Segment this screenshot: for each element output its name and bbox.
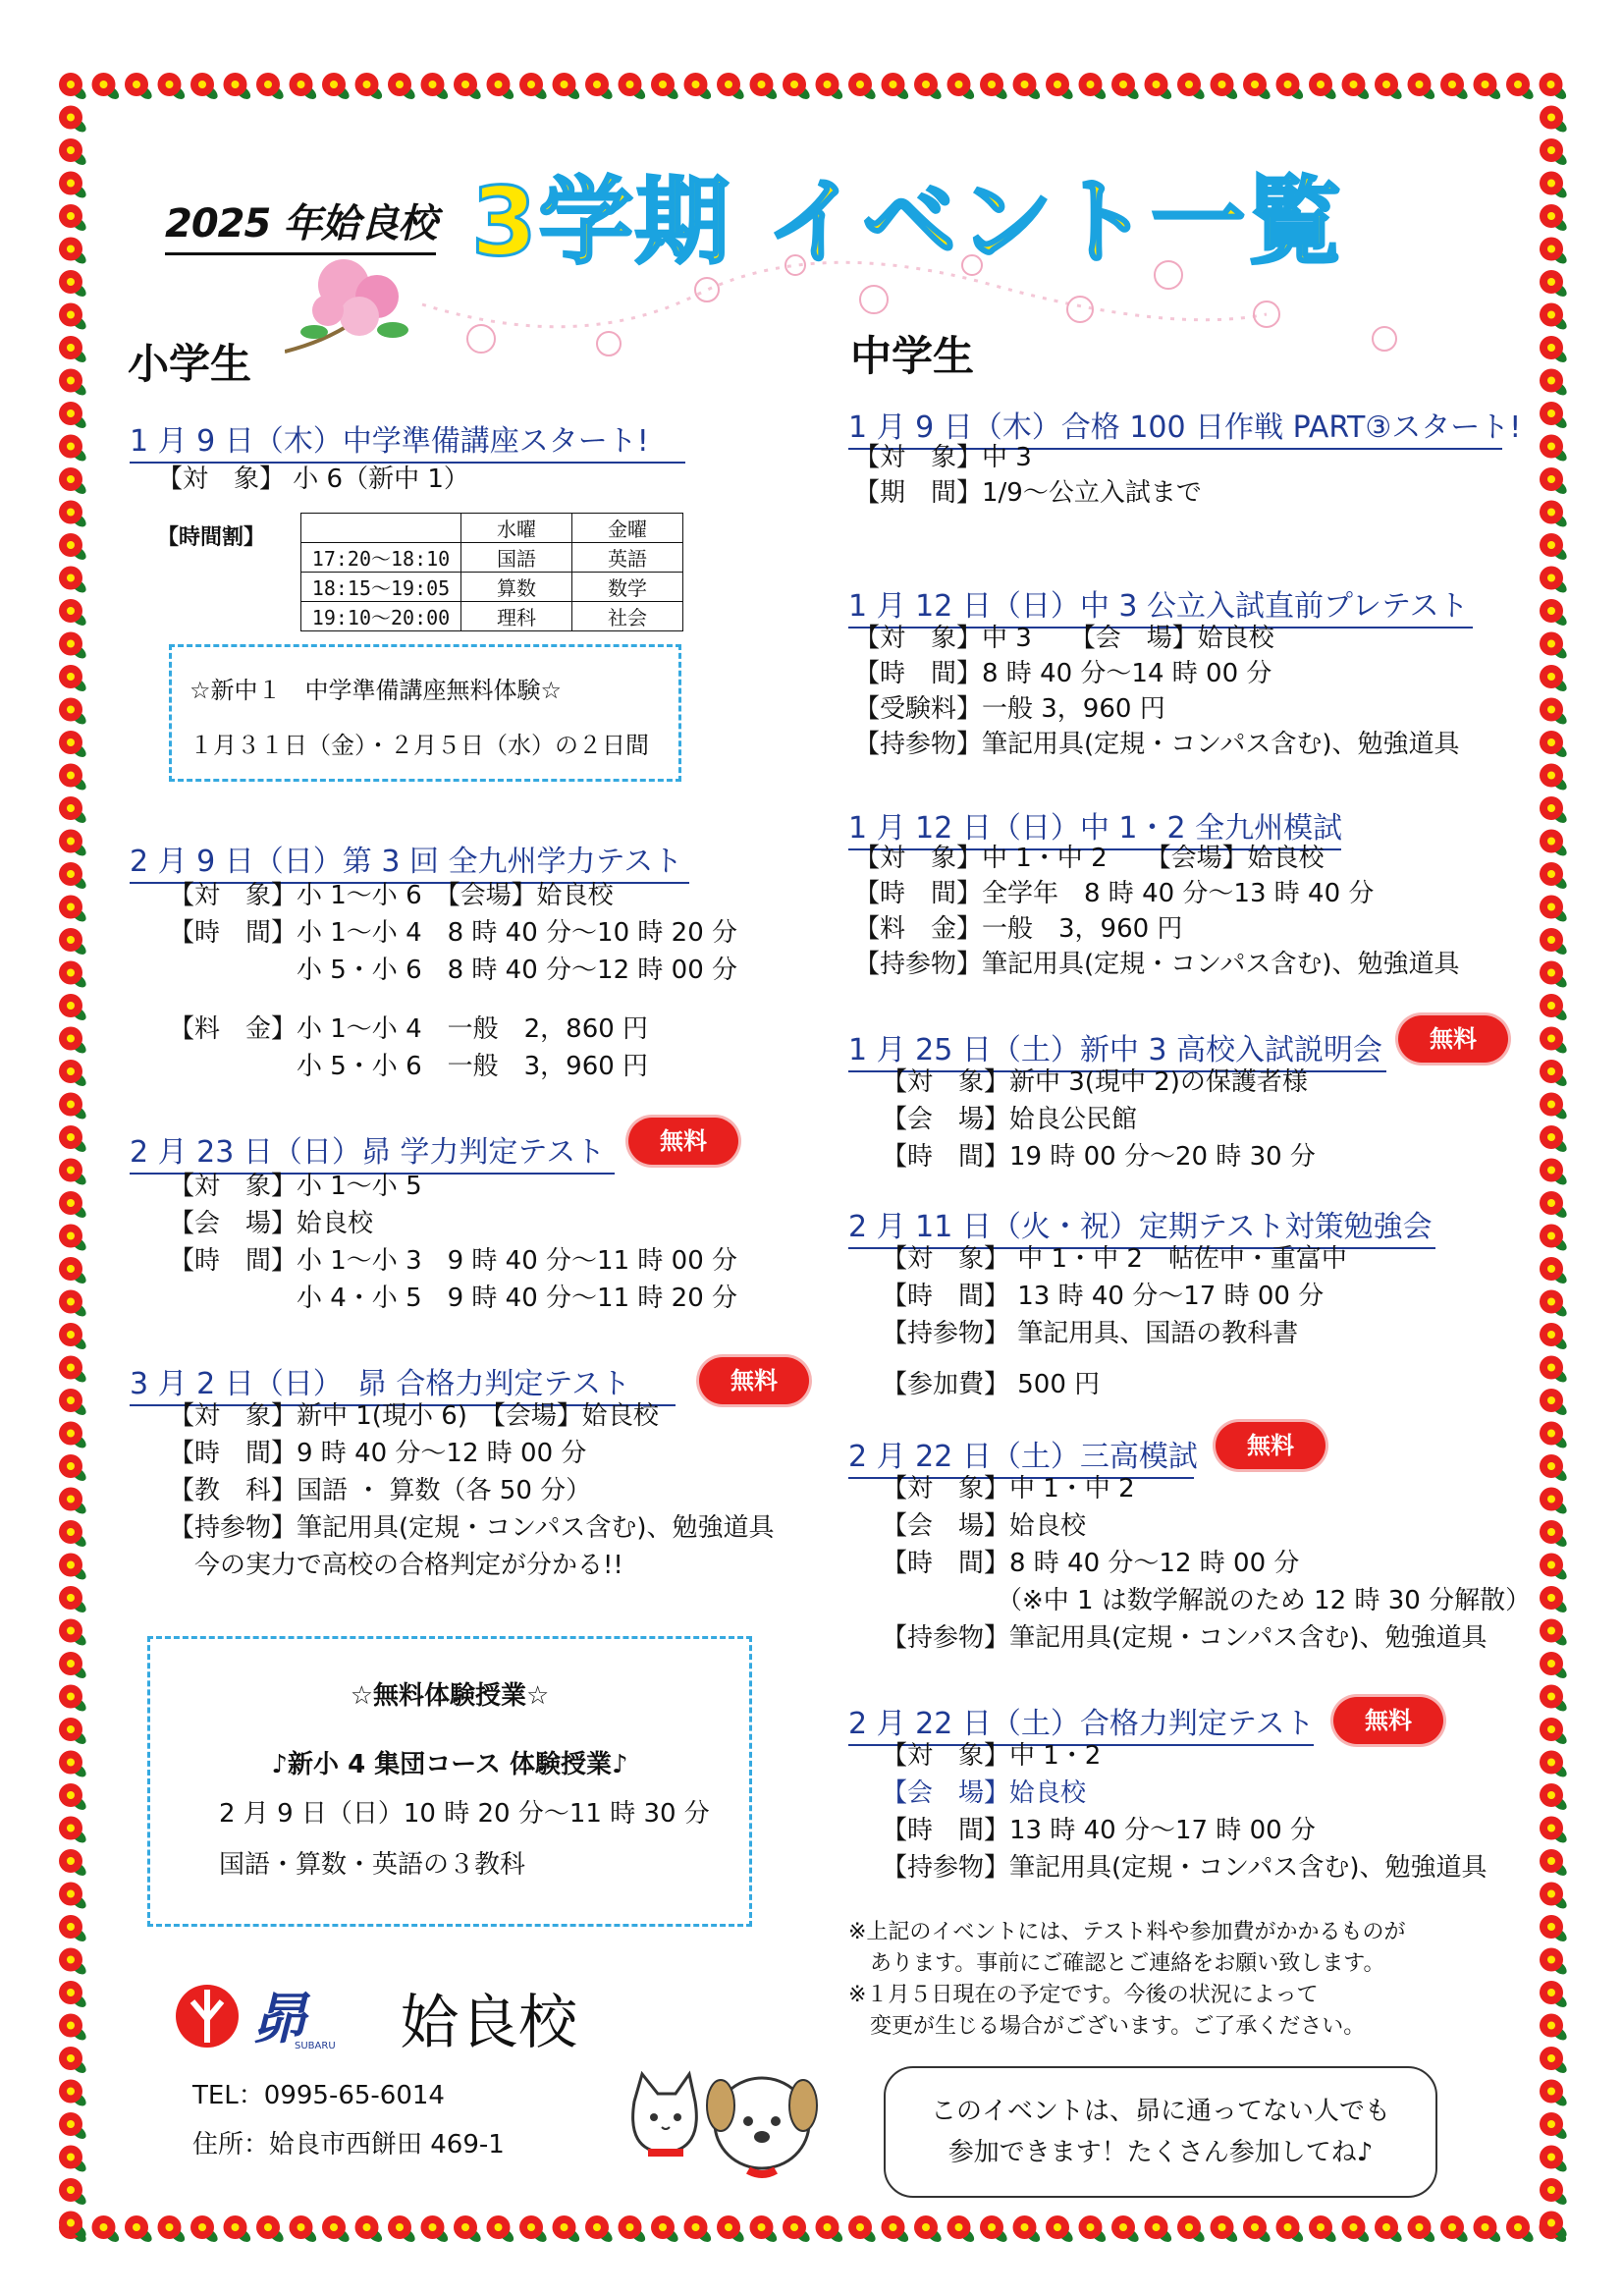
- mascot-cat-dog-icon: [624, 2062, 821, 2190]
- bubble-line-1: このイベントは、昴に通ってない人でも: [930, 2097, 1390, 2126]
- cat-icon: [633, 2074, 697, 2157]
- address-text: 住所：姶良市西餅田 469-1: [192, 2130, 505, 2159]
- timetable-cell: 算数: [461, 573, 572, 602]
- free-trial-subjects: 国語・算数・英語の３教科: [219, 1850, 526, 1880]
- timetable-header-row: [301, 514, 683, 543]
- free-trial-date: 2 月 9 日（日）10 時 20 分〜11 時 30 分: [219, 1799, 710, 1829]
- note-line: 変更が生じる場合がございます。ご了承ください。: [848, 2014, 1366, 2039]
- event-detail-line: 【対 象】中 1・2: [882, 1741, 1102, 1771]
- note-line: ※１月５日現在の予定です。今後の状況によって: [848, 1983, 1319, 2007]
- elementary-heading: 小学生: [128, 340, 252, 388]
- timetable-cell: 国語: [461, 543, 572, 573]
- jh-event-1-title: 1 月 9 日（木）合格 100 日作戦 PART③スタート!: [848, 403, 1502, 450]
- sakura-decoration: [285, 246, 1414, 373]
- timetable-cell: 社会: [572, 602, 683, 631]
- event-detail-line: 小 4・小 5 9 時 40 分〜11 時 20 分: [169, 1284, 737, 1313]
- event-detail-line: 【対 象】小 1〜小 6 【会場】姶良校: [169, 881, 614, 910]
- event-detail-line: 【対 象】中 1・中 2: [882, 1474, 1135, 1503]
- event-detail-line: 【持参物】筆記用具(定規・コンパス含む)、勉強道具: [882, 1853, 1488, 1883]
- prep-trial-line-1: ☆新中１ 中学準備講座無料体験☆: [189, 677, 563, 704]
- jh-event-6-title: 2 月 22 日（土）三高模試: [848, 1432, 1194, 1479]
- event-detail-line: 【時 間】9 時 40 分〜12 時 00 分: [169, 1439, 587, 1468]
- free-trial-box: [147, 1636, 752, 1927]
- timetable-header-cell: 金曜: [572, 514, 683, 543]
- event-detail-line: 【持参物】筆記用具(定規・コンパス含む)、勉強道具: [882, 1623, 1488, 1653]
- event-detail-line: 【時 間】8 時 40 分〜14 時 00 分: [854, 659, 1272, 688]
- junior-high-heading: 中学生: [850, 332, 975, 380]
- event-detail-line: 【持参物】筆記用具(定規・コンパス含む)、勉強道具: [854, 950, 1460, 979]
- event-detail-line: 【参加費】 500 円: [882, 1370, 1101, 1399]
- event-detail-line: 【会 場】姶良公民館: [882, 1105, 1138, 1134]
- event-detail-line: 【対 象】中 1・中 2 【会場】姶良校: [854, 844, 1325, 873]
- event-detail-line: 小 5・小 6 一般 3，960 円: [169, 1052, 649, 1081]
- event-detail-line: 【時 間】小 1〜小 4 8 時 40 分〜10 時 20 分: [169, 918, 737, 948]
- jh-event-3-title: 1 月 12 日（日）中 1・2 全九州模試: [848, 803, 1341, 850]
- timetable-cell: 理科: [461, 602, 572, 631]
- tel-text: TEL：0995-65-6014: [192, 2081, 445, 2110]
- timetable-cell: 数学: [572, 573, 683, 602]
- event-detail-line: 小 5・小 6 8 時 40 分〜12 時 00 分: [169, 956, 737, 985]
- event-detail-line: 【対 象】中 3 【会 場】姶良校: [854, 624, 1274, 653]
- subaru-logo-sub: SUBARU: [295, 2041, 336, 2051]
- timetable: [300, 513, 683, 631]
- timetable-cell: 19:10〜20:00: [301, 602, 461, 631]
- event-detail-line: 【時 間】13 時 40 分〜17 時 00 分: [882, 1816, 1316, 1845]
- event-detail-line: 【期 間】1/9〜公立入試まで: [854, 478, 1202, 508]
- free-trial-title: ☆無料体験授業☆: [350, 1681, 550, 1711]
- note-line: ※上記のイベントには、テスト料や参加費がかかるものが: [848, 1920, 1406, 1944]
- event-detail-line: 【持参物】筆記用具(定規・コンパス含む)、勉強道具: [169, 1513, 775, 1543]
- dog-icon: [707, 2078, 817, 2174]
- free-badge: 無料: [628, 1118, 738, 1165]
- event-detail-line: 【対 象】中 3: [854, 443, 1032, 472]
- timetable-cell: 17:20〜18:10: [301, 543, 461, 573]
- event-detail-line: 【時 間】全学年 8 時 40 分〜13 時 40 分: [854, 879, 1375, 908]
- event-detail-line: 【時 間】 13 時 40 分〜17 時 00 分: [882, 1282, 1325, 1311]
- timetable-header-cell: [301, 514, 461, 543]
- timetable-header-cell: 水曜: [461, 514, 572, 543]
- subaru-emblem-icon: [173, 1982, 242, 2050]
- bubble-line-2: 参加できます！たくさん参加してね♪: [947, 2138, 1374, 2167]
- jh-event-4-title: 1 月 25 日（土）新中 3 高校入試説明会: [848, 1025, 1386, 1072]
- event-detail-line: 【対 象】小 1〜小 5: [169, 1172, 422, 1201]
- timetable-label: 【時間割】: [157, 525, 266, 550]
- prep-trial-box: [169, 644, 681, 782]
- timetable-row: [301, 602, 683, 631]
- flower-branch-icon: [285, 259, 408, 352]
- page-title: 3学期 イベント一覧: [471, 167, 1344, 277]
- speech-bubble: [884, 2066, 1437, 2198]
- event-detail-line: 【教 科】国語 ・ 算数（各 50 分）: [169, 1476, 592, 1505]
- event-detail-line: 【持参物】 筆記用具、国語の教科書: [882, 1319, 1299, 1348]
- event-detail-line: （※中 1 は数学解説のため 12 時 30 分解散）: [882, 1586, 1532, 1615]
- timetable-row: [301, 543, 683, 573]
- school-year-label: 2025 年姶良校: [165, 192, 436, 255]
- jh-event-7-title: 2 月 22 日（土）合格力判定テスト: [848, 1699, 1314, 1746]
- event-detail-line: 【会 場】姶良校: [882, 1511, 1087, 1541]
- free-trial-subtitle: ♪新小 4 集団コース 体験授業♪: [271, 1750, 628, 1779]
- elem-event-2-title: 2 月 9 日（日）第 3 回 全九州学力テスト: [130, 837, 689, 884]
- event-detail-line: 【会 場】姶良校: [882, 1778, 1087, 1808]
- elem-event-3-title: 2 月 23 日（日）昴 学力判定テスト: [130, 1127, 615, 1175]
- event-detail-line: 【持参物】筆記用具(定規・コンパス含む)、勉強道具: [854, 730, 1460, 759]
- timetable-cell: 英語: [572, 543, 683, 573]
- jh-event-2-title: 1 月 12 日（日）中 3 公立入試直前プレテスト: [848, 581, 1473, 629]
- elem-event-1-title: 1 月 9 日（木）中学準備講座スタート!: [130, 416, 685, 464]
- subaru-logo-text: 昴: [251, 1988, 306, 2051]
- event-detail-line: 【時 間】小 1〜小 3 9 時 40 分〜11 時 00 分: [169, 1246, 737, 1276]
- elem-event-4-title: 3 月 2 日（日） 昴 合格力判定テスト: [130, 1359, 676, 1406]
- event-detail-line: 【受験料】一般 3，960 円: [854, 694, 1165, 724]
- free-badge: 無料: [699, 1357, 809, 1404]
- event-detail-line: 【時 間】8 時 40 分〜12 時 00 分: [882, 1549, 1300, 1578]
- free-badge: 無料: [1333, 1697, 1443, 1744]
- prep-trial-line-2: １月３１日（金）・２月５日（水）の２日間: [189, 732, 649, 759]
- note-line: あります。事前にご確認とご連絡をお願い致します。: [848, 1951, 1385, 1976]
- event-detail-line: 【対 象】新中 1(現小 6) 【会場】姶良校: [169, 1401, 659, 1431]
- event-detail-line: 【料 金】小 1〜小 4 一般 2，860 円: [169, 1014, 649, 1044]
- free-badge: 無料: [1398, 1015, 1508, 1063]
- event-detail-line: 【対 象】 中 1・中 2 帖佐中・重富中: [882, 1244, 1347, 1274]
- school-name: 姶良校: [401, 1989, 577, 2057]
- event-detail-line: 【料 金】一般 3，960 円: [854, 914, 1183, 944]
- jh-event-5-title: 2 月 11 日（火・祝）定期テスト対策勉強会: [848, 1202, 1435, 1249]
- event-detail-line: 【対 象】新中 3(現中 2)の保護者様: [882, 1067, 1308, 1097]
- free-badge: 無料: [1216, 1422, 1325, 1469]
- event-detail-line: 【時 間】19 時 00 分〜20 時 30 分: [882, 1142, 1316, 1172]
- timetable-row: [301, 573, 683, 602]
- elem-event-1-target: 【対 象】 小 6（新中 1）: [157, 465, 469, 494]
- event-detail-line: 今の実力で高校の合格判定が分かる!!: [169, 1551, 623, 1580]
- timetable-cell: 18:15〜19:05: [301, 573, 461, 602]
- event-detail-line: 【会 場】姶良校: [169, 1209, 374, 1238]
